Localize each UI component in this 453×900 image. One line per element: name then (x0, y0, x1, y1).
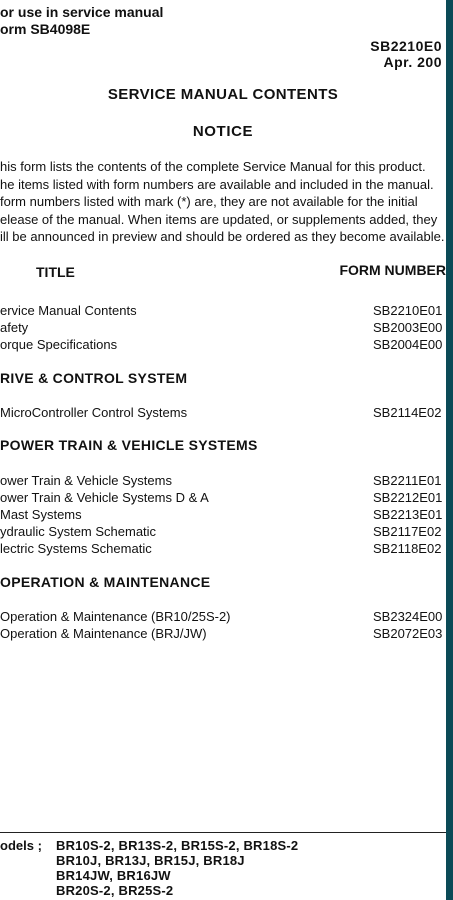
entry-form-number: SB2212E01 (373, 490, 443, 505)
section-heading-operation-maintenance: OPERATION & MAINTENANCE (0, 574, 211, 590)
entry-title: MicroController Control Systems (0, 405, 188, 420)
entry-title: orque Specifications (0, 337, 118, 352)
page-title: SERVICE MANUAL CONTENTS (107, 86, 339, 103)
notice-line: form numbers listed with mark (*) are, they are not available for the initial (0, 194, 418, 209)
column-header-form-number: FORM NUMBER (339, 262, 446, 278)
entry-title: ydraulic System Schematic (0, 524, 157, 539)
models-line: BR10S-2, BR13S-2, BR15S-2, BR18S-2 (56, 838, 299, 853)
entry-title: afety (0, 320, 29, 335)
models-line: BR10J, BR13J, BR15J, BR18J (56, 853, 245, 868)
notice-heading: NOTICE (192, 123, 254, 140)
entry-form-number: SB2213E01 (373, 507, 443, 522)
entry-title: ower Train & Vehicle Systems (0, 473, 172, 488)
models-line: BR20S-2, BR25S-2 (56, 883, 174, 898)
section-heading-power-train: POWER TRAIN & VEHICLE SYSTEMS (0, 437, 258, 453)
document-date: Apr. 200 (383, 54, 442, 70)
column-header-title: TITLE (36, 264, 75, 280)
entry-title: ower Train & Vehicle Systems D & A (0, 490, 209, 505)
notice-line: elease of the manual. When items are updated, or supplements added, they (0, 211, 438, 227)
entry-title: Operation & Maintenance (BRJ/JW) (0, 626, 207, 641)
entry-form-number: SB2003E00 (373, 320, 443, 335)
notice-paragraph (0, 158, 444, 246)
models-label: odels ; (0, 838, 42, 853)
models-line: BR14JW, BR16JW (56, 868, 171, 883)
divider-line (0, 832, 446, 833)
notice-line: he items listed with form numbers are available and included in the manual. (0, 176, 434, 192)
entry-title: Mast Systems (0, 507, 82, 522)
entry-form-number: SB2072E03 (373, 626, 443, 641)
entry-title: Operation & Maintenance (BR10/25S-2) (0, 609, 231, 624)
entry-title: ervice Manual Contents (0, 303, 137, 318)
section-heading-drive-control: RIVE & CONTROL SYSTEM (0, 370, 188, 386)
service-manual-note: or use in service manual (0, 4, 164, 20)
entry-title: lectric Systems Schematic (0, 541, 152, 556)
form-reference: orm SB4098E (0, 21, 91, 37)
entry-form-number: SB2004E00 (373, 337, 443, 352)
entry-form-number: SB2118E02 (373, 541, 442, 556)
entry-form-number: SB2210E01 (373, 303, 443, 318)
notice-line: his form lists the contents of the complete Service Manual for this product. (0, 159, 426, 174)
entry-form-number: SB2211E01 (373, 473, 442, 488)
entry-form-number: SB2324E00 (373, 609, 443, 624)
entry-form-number: SB2117E02 (373, 524, 442, 539)
entry-form-number: SB2114E02 (373, 405, 442, 420)
document-number: SB2210E0 (370, 38, 442, 54)
page-edge (446, 0, 453, 900)
notice-line: ill be announced in preview and should be ordered as they become available. (0, 229, 445, 244)
